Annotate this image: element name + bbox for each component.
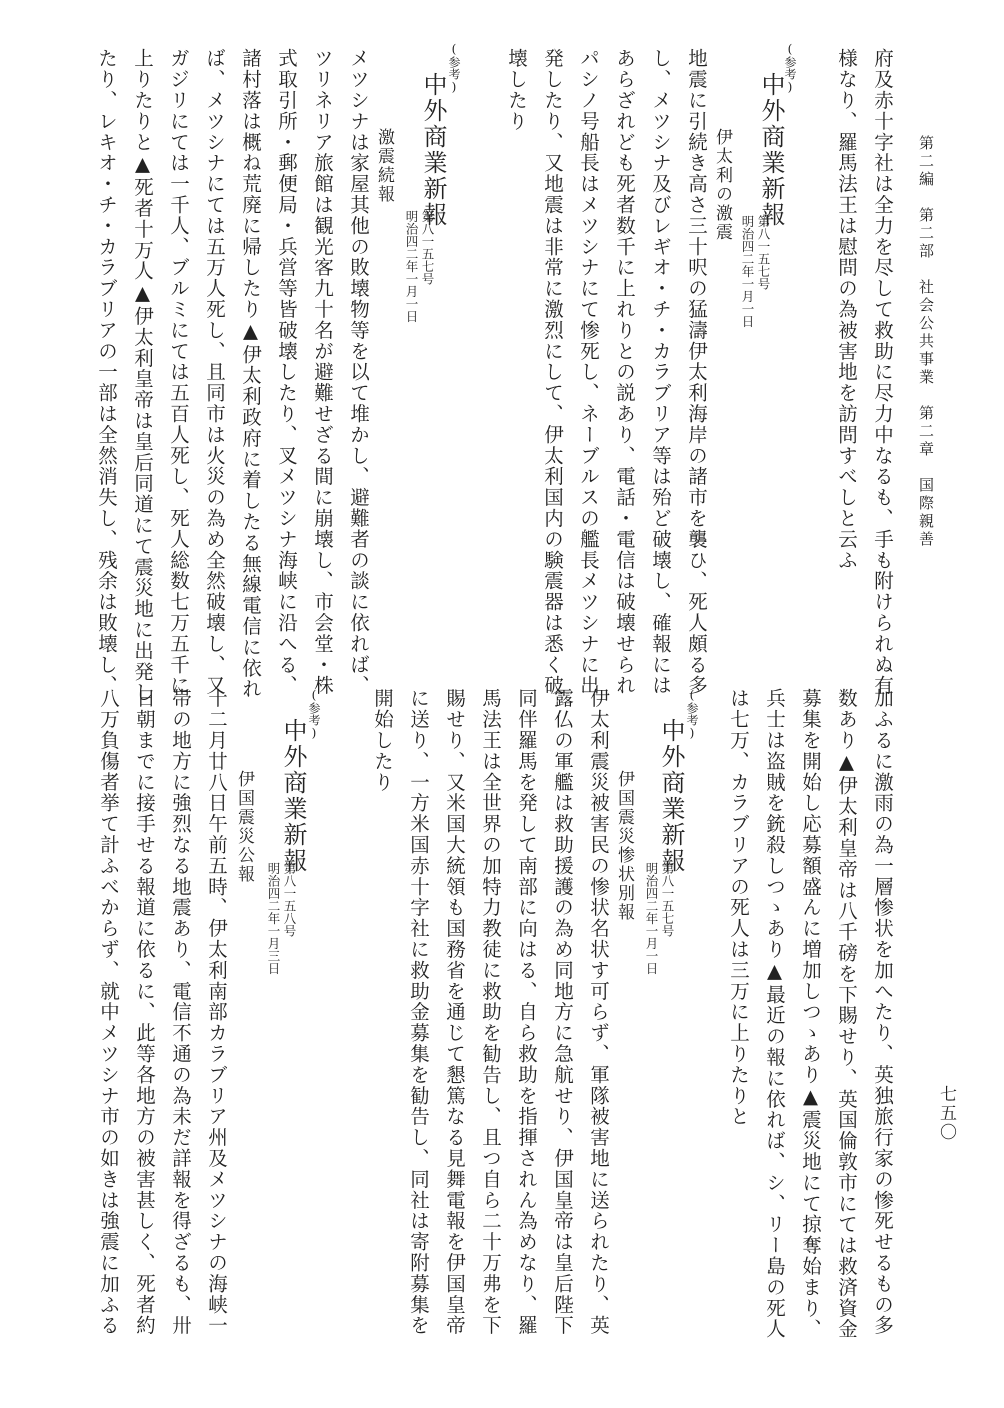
article-line: 日朝までに接手せる報道に依るに、此等各地方の被害甚しく、死者約	[133, 688, 156, 1336]
article-line: 同伴羅馬を発して南部に向はる、自ら救助を指揮されん為めなり、羅	[515, 688, 538, 1336]
issue-number: 第八一五八号	[282, 862, 297, 937]
sankou-label: (参考)	[783, 42, 797, 94]
article-line: 露仏の軍艦は救助援護の為め同地方に急航せり、伊国皇帝は皇后陛下	[551, 688, 574, 1336]
article-line: 伊太利震災被害民の惨状名状す可らず、軍隊被害地に送られたり、英	[587, 688, 610, 1336]
continuation-line: 府及赤十字社は全力を尽して救助に尽力中なるも、手も附けられぬ有	[871, 48, 894, 696]
article-line: ば、メツシナにては五万人死し、且同市は火災の為め全然破壊し、又	[203, 48, 226, 696]
continuation-line: 兵士は盗賊を銃殺しつゝあり▲最近の報に依れば、シ、リー島の死人	[763, 688, 786, 1340]
issue-info	[404, 210, 434, 323]
continuation-line: 様なり、羅馬法王は慰問の為被害地を訪問すべしと云ふ	[835, 48, 858, 571]
continuation-line: は七万、カラブリアの死人は三万に上りたりと	[727, 688, 750, 1127]
article-line: 賜せり、又米国大統領も国務省を通じて懇篤なる見舞電報を伊国皇帝	[443, 688, 466, 1336]
article-line: あらざれども死者数千に上れりとの説あり、電話・電信は破壊せられ	[613, 48, 636, 696]
article-line: 式取引所・郵便局・兵営等皆破壊したり、叉メツシナ海峡に沿へる、	[275, 48, 298, 696]
article-line: 諸村落は概ね荒廃に帰したり▲伊太利政府に着したる無線電信に依れ	[239, 48, 262, 700]
article-line: 発したり、又地震は非常に激烈にして、伊太利国内の験震器は悉く破	[541, 48, 564, 696]
article-title: 伊国震災公報	[234, 770, 254, 884]
continuation-line: 加ふるに激雨の為一層惨状を加へたり、英独旅行家の惨死せるもの多	[871, 688, 894, 1336]
issue-info	[266, 862, 296, 975]
article-line: ツリネリア旅館は観光客九十名が避難せざる間に崩壊し、市会堂・株	[311, 48, 334, 696]
article-title: 伊太利の激震	[712, 128, 732, 242]
newspaper-name: 中外商業新報	[757, 72, 785, 228]
running-head: 第二編 第二部 社会公共事業 第二章 国際親善	[917, 135, 935, 549]
issue-number: 第八一五七号	[756, 215, 771, 290]
article-line: 八万負傷者挙て計ふべからず、就中メツシナ市の如きは強震に加ふる	[97, 688, 120, 1336]
article-line: に送り、一方米国赤十字社に救助金募集を勧告し、同社は寄附募集を	[407, 688, 430, 1336]
sankou-label: (参考)	[447, 42, 461, 94]
newspaper-name: 中外商業新報	[419, 72, 447, 228]
issue-date: 明治四二年一月一日	[644, 862, 659, 975]
article-line: たり、レキオ・チ・カラブリアの一部は全然消失し、残余は敗壊し、	[95, 48, 118, 696]
article-title: 伊国震災惨状別報	[614, 770, 634, 922]
article-line: 十二月廿八日午前五時、伊太利南部カラブリア州及メツシナの海峡一	[205, 688, 228, 1336]
article-line: 馬法王は全世界の加特力教徒に救助を勧告し、且つ自ら二十万弗を下	[479, 688, 502, 1336]
article-line: 上りたりと▲死者十万人▲伊太利皇帝は皇后同道にて震災地に出発し	[131, 48, 154, 703]
page-number: 七五〇	[936, 1085, 956, 1142]
issue-number: 第八一五七号	[660, 862, 675, 937]
article-line: ガジリにては一千人、ブルミにては五百人死し、死人総数七万五千に	[167, 48, 190, 696]
issue-date: 明治四二年一月一日	[740, 215, 755, 328]
continuation-line: 募集を開始し応募額盛んに増加しつゝあり▲震災地にて掠奪始まり、	[799, 688, 822, 1340]
article-line: メツシナは家屋其他の敗壊物等を以て堆かし、避難者の談に依れば、	[347, 48, 370, 696]
issue-number: 第八一五七号	[420, 210, 435, 285]
article-line: し、メツシナ及びレギオ・チ・カラブリア等は殆ど破壊し、確報には	[649, 48, 672, 696]
article-line: パシノ号船長はメツシナにて惨死し、ネーブルスの艦長メツシナに出	[577, 48, 600, 696]
article-title: 激震続報	[374, 128, 394, 204]
article-line: 開始したり	[371, 688, 394, 793]
sankou-label: (参考)	[307, 688, 321, 740]
newspaper-name: 中外商業新報	[657, 718, 685, 874]
issue-info	[644, 862, 674, 975]
article-line: 壊したり	[505, 48, 528, 132]
issue-date: 明治四二年一月一日	[404, 210, 419, 323]
issue-info	[740, 215, 770, 328]
newspaper-name: 中外商業新報	[279, 718, 307, 874]
article-line: 地震に引続き高さ三十呎の猛濤伊太利海岸の諸市を襲ひ、死人頗る多	[685, 48, 708, 696]
sankou-label: (参考)	[685, 688, 699, 740]
continuation-line: 数あり▲伊太利皇帝は八千磅を下賜せり、英国倫敦市にては救済資金	[835, 688, 858, 1340]
issue-date: 明治四二年一月三日	[266, 862, 281, 975]
article-line: 帯の地方に強烈なる地震あり、電信不通の為未だ詳報を得ざるも、卅	[169, 688, 192, 1336]
